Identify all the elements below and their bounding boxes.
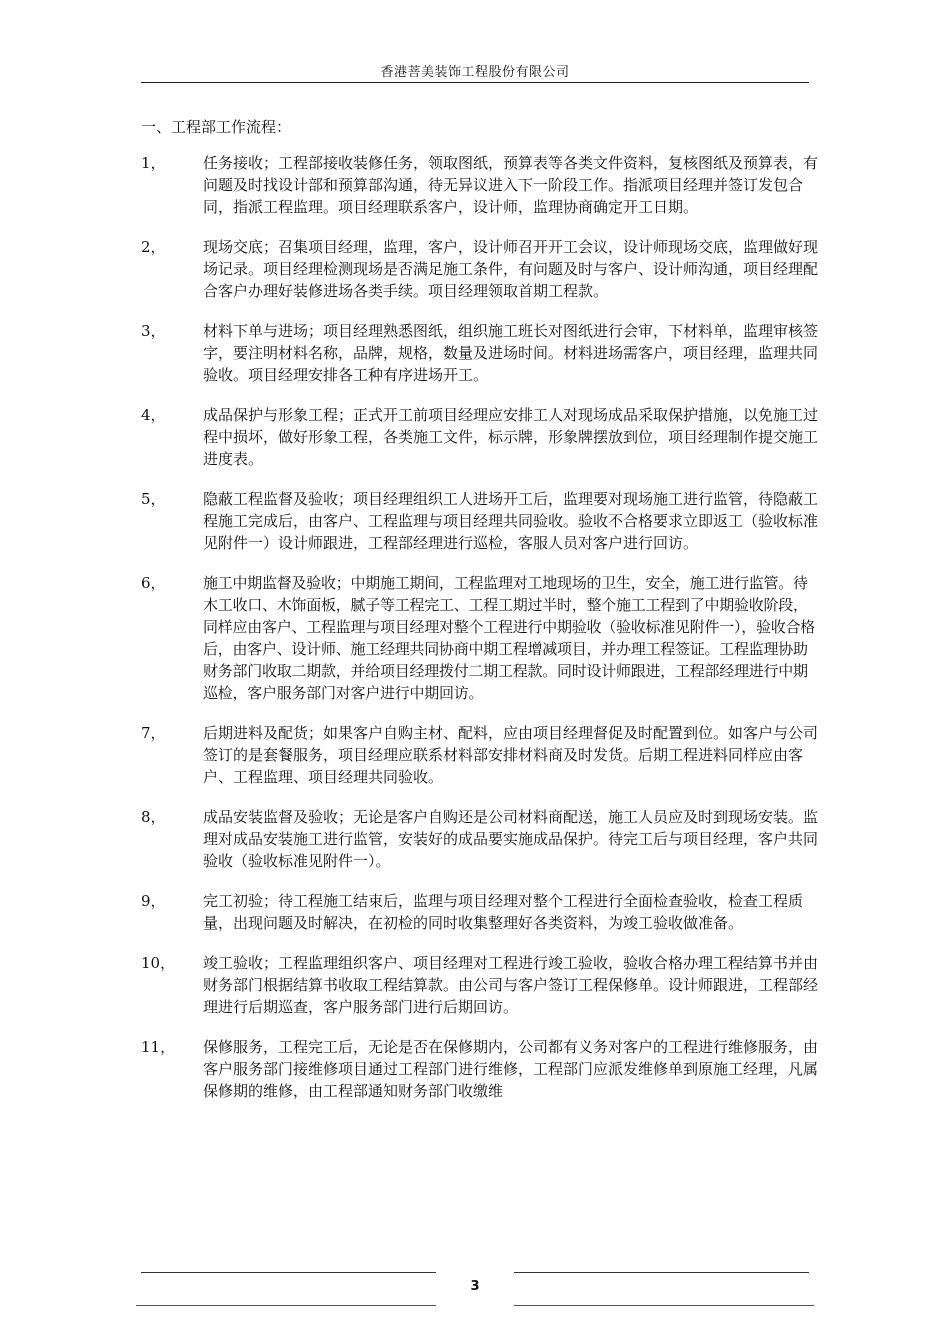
item-number: 3， — [141, 322, 166, 340]
item-text: 现场交底；召集项目经理，监理，客户，设计师召开开工会议，设计师现场交底，监理做好现场记录。项目经理检测现场是否满足施工条件，有问题及时与客户、设计师沟通，项目经理配合客户办理好装修进场各类手续。项目经理领取首期工程款。 — [203, 238, 819, 300]
footer-rule-right-bottom — [514, 1305, 814, 1306]
section-title: 一、工程部工作流程： — [141, 118, 292, 136]
list-item — [141, 236, 821, 302]
item-number: 11， — [141, 1038, 176, 1056]
item-text: 完工初验；待工程施工结束后，监理与项目经理对整个工程进行全面检查验收，检查工程质量，出现问题及时解决，在初检的同时收集整理好各类资料，为竣工验收做准备。 — [203, 892, 804, 932]
document-body — [141, 116, 821, 1120]
list-item — [141, 890, 821, 934]
list-item — [141, 1036, 821, 1102]
list-item — [141, 806, 821, 872]
list-item — [141, 488, 821, 554]
item-text: 后期进料及配货；如果客户自购主材、配料，应由项目经理督促及时配置到位。如客户与公司签订的是套餐服务，项目经理应联系材料部安排材料商及时发货。后期工程进料同样应由客户、工程监理、项目经理共同验收。 — [203, 724, 819, 786]
item-number: 5， — [141, 490, 166, 508]
item-number: 2， — [141, 238, 166, 256]
item-text: 保修服务，工程完工后，无论是否在保修期内，公司都有义务对客户的工程进行维修服务，由客户服务部门接维修项目通过工程部门进行维修，工程部门应派发维修单到原施工经理，凡属保修期的维修，由工程部通知财务部门收缴维 — [203, 1038, 819, 1100]
list-item — [141, 722, 821, 788]
list-item — [141, 152, 821, 218]
item-text: 竣工验收；工程监理组织客户、项目经理对工程进行竣工验收，验收合格办理工程结算书并由财务部门根据结算书收取工程结算款。由公司与客户签订工程保修单。设计师跟进，工程部经理进行后期巡查，客户服务部门进行后期回访。 — [203, 954, 819, 1016]
item-text: 施工中期监督及验收；中期施工期间，工程监理对工地现场的卫生，安全，施工进行监管。待木工收口、木饰面板，腻子等工程完工、工程工期过半时，整个施工工程到了中期验收阶段，同样应由客户、工程监理与项目经理对整个工程进行中期验收（验收标准见附件一），验收合格后，由客户、设计师、施工经理共同协商中期工程增减项目，并办理工程签证。工程监理协助财务部门收取二期款，并给项目经理拨付二期工程款。同时设计师跟进，工程部经理进行中期巡检，客户服务部门对客户进行中期回访。 — [203, 574, 816, 702]
list-item — [141, 320, 821, 386]
page-footer — [0, 1268, 950, 1318]
footer-rule-right-top — [514, 1272, 809, 1273]
item-number: 4， — [141, 406, 166, 424]
list-item — [141, 572, 821, 704]
item-number: 1， — [141, 154, 166, 172]
list-item — [141, 952, 821, 1018]
footer-rule-left-top — [141, 1272, 436, 1273]
item-number: 6， — [141, 574, 166, 592]
item-number: 9， — [141, 892, 166, 910]
item-text: 成品保护与形象工程；正式开工前项目经理应安排工人对现场成品采取保护措施，以免施工过程中损坏，做好形象工程，各类施工文件，标示牌，形象牌摆放到位，项目经理制作提交施工进度表。 — [203, 406, 819, 468]
item-number: 8， — [141, 808, 166, 826]
header-company-name: 香港菩美装饰工程股份有限公司 — [380, 65, 570, 80]
item-text: 隐蔽工程监督及验收；项目经理组织工人进场开工后，监理要对现场施工进行监管，待隐蔽工程施工完成后，由客户、工程监理与项目经理共同验收。验收不合格要求立即返工（验收标准见附件一）设计师跟进，工程部经理进行巡检，客服人员对客户进行回访。 — [203, 490, 819, 552]
footer-rule-left-bottom — [136, 1305, 436, 1306]
page-number: 3 — [470, 1279, 480, 1294]
item-text: 材料下单与进场；项目经理熟悉图纸，组织施工班长对图纸进行会审，下材料单，监理审核签字，要注明材料名称，品牌，规格，数量及进场时间。材料进场需客户，项目经理，监理共同验收。项目经理安排各工种有序进场开工。 — [203, 322, 819, 384]
item-text: 任务接收；工程部接收装修任务，领取图纸，预算表等各类文件资料，复核图纸及预算表，有问题及时找设计部和预算部沟通，待无异议进入下一阶段工作。指派项目经理并签订发包合同，指派工程监理。项目经理联系客户，设计师，监理协商确定开工日期。 — [203, 154, 819, 216]
item-text: 成品安装监督及验收；无论是客户自购还是公司材料商配送，施工人员应及时到现场安装。监理对成品安装施工进行监管，安装好的成品要实施成品保护。待完工后与项目经理，客户共同验收（验收标准见附件一）。 — [203, 808, 819, 870]
list-item — [141, 404, 821, 470]
item-number: 10， — [141, 954, 176, 972]
header-rule — [141, 82, 809, 83]
item-number: 7， — [141, 724, 166, 742]
